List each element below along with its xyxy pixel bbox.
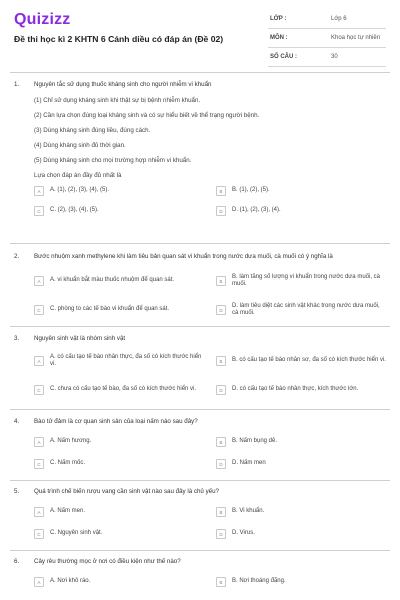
option-d[interactable] (216, 458, 386, 470)
question-text: Nguyên sinh vật là nhóm sinh vật (34, 335, 126, 342)
meta-label: LỚP : (270, 16, 287, 22)
option-text: C. Nguyên sinh vật. (50, 530, 103, 537)
statement: (3) Dùng kháng sinh đúng liều, đúng cách. (34, 127, 151, 134)
worksheet-meta (268, 10, 386, 67)
option-text: B. Nấm bụng dê. (232, 438, 278, 445)
question-number: 2. (14, 253, 20, 260)
option-letter-box: C (34, 385, 44, 395)
statement: (4) Dùng kháng sinh đủ thời gian. (34, 142, 126, 149)
option-d[interactable] (216, 380, 386, 400)
question-text: Bào tử đảm là cơ quan sinh sản của loại nấm nào sau đây? (34, 418, 198, 425)
option-letter-box: A (34, 276, 44, 286)
option-a[interactable] (34, 576, 206, 588)
option-text: C. chưa có cấu tạo tế bào, đa số có kích thước hiển vi. (50, 386, 197, 393)
option-text: A. Nơi khô ráo. (50, 578, 91, 585)
option-c[interactable] (34, 458, 206, 470)
meta-value: Lớp 6 (331, 16, 347, 22)
option-b[interactable] (216, 271, 386, 291)
meta-label: MÔN : (270, 35, 288, 41)
option-letter-box: A (34, 356, 44, 366)
option-d[interactable] (216, 300, 386, 320)
option-text: C. phòng to các tế bào vi khuẩn để quan sát. (50, 306, 170, 313)
meta-value: 30 (331, 54, 338, 60)
question-number: 1. (14, 81, 20, 88)
worksheet-title: Đề thi học kì 2 KHTN 6 Cánh diều có đáp án (Đề 02) (14, 34, 224, 44)
option-text: A. Nấm hương. (50, 438, 92, 445)
option-letter-box: D (216, 305, 226, 315)
statement: (5) Dùng kháng sinh cho mọi trường hợp nhiễm vi khuẩn. (34, 157, 192, 164)
option-text: C. (2), (3), (4), (5). (50, 207, 99, 214)
option-b[interactable] (216, 506, 386, 518)
quizizz-logo: Quizizz (14, 11, 71, 28)
meta-row-class (268, 10, 386, 29)
option-letter-box: D (216, 385, 226, 395)
option-text: B. làm tăng số lượng vi khuẩn trong nước dưa muối, cà muối. (232, 273, 380, 287)
statement: (2) Cần lựa chọn đúng loại kháng sinh và có sự hiểu biết về thể trạng người bệnh. (34, 112, 260, 119)
option-a[interactable] (34, 436, 206, 448)
option-letter-box: A (34, 507, 44, 517)
question-number: 5. (14, 488, 20, 495)
question-text: Bước nhuộm xanh methylene khi làm tiêu bản quan sát vi khuẩn trong nước dưa muối, cà muối có ý nghĩa là (34, 253, 333, 260)
option-a[interactable] (34, 351, 206, 371)
option-text: B. Nơi thoáng đãng. (232, 578, 286, 585)
option-text: D. Nấm men (232, 460, 266, 467)
option-text: D. (1), (2), (3), (4). (232, 207, 281, 214)
question-number: 6. (14, 558, 20, 565)
option-d[interactable] (216, 205, 386, 217)
option-letter-box: A (34, 577, 44, 587)
question-divider (10, 409, 390, 410)
statement: (1) Chỉ sử dụng kháng sinh khi thật sự bị bệnh nhiễm khuẩn. (34, 97, 201, 104)
meta-value: Khoa học tự nhiên (331, 35, 381, 41)
option-a[interactable] (34, 185, 206, 197)
answer-prompt: Lựa chọn đáp án đầy đủ nhất là (34, 172, 122, 179)
option-text: A. (1), (2), (3), (4), (5). (50, 187, 110, 194)
option-text: C. Nấm mốc. (50, 460, 86, 467)
option-text: B. Vi khuẩn. (232, 508, 265, 515)
option-text: A. Nấm men. (50, 508, 86, 515)
option-d[interactable] (216, 528, 386, 540)
option-c[interactable] (34, 300, 206, 320)
option-text: D. làm tiêu diệt các sinh vật khác trong nước dưa muối, cà muối. (232, 302, 380, 316)
meta-row-subject (268, 29, 386, 48)
option-a[interactable] (34, 506, 206, 518)
question-text: Nguyên tắc sử dụng thuốc kháng sinh cho người nhiễm vi khuẩn (34, 81, 212, 88)
option-c[interactable] (34, 205, 206, 217)
meta-label: SỐ CÂU : (270, 54, 297, 60)
option-letter-box: B (216, 437, 226, 447)
option-letter-box: D (216, 459, 226, 469)
question-divider (10, 243, 390, 244)
option-b[interactable] (216, 351, 386, 371)
question-number: 3. (14, 335, 20, 342)
option-text: D. Virus. (232, 530, 255, 537)
option-letter-box: B (216, 356, 226, 366)
option-letter-box: B (216, 507, 226, 517)
option-letter-box: C (34, 459, 44, 469)
option-letter-box: C (34, 305, 44, 315)
header-divider (10, 72, 390, 73)
option-letter-box: B (216, 186, 226, 196)
option-text: D. có cấu tạo tế bào nhân thực, kích thước lớn. (232, 386, 359, 393)
option-letter-box: C (34, 206, 44, 216)
meta-row-count (268, 48, 386, 67)
option-letter-box: B (216, 577, 226, 587)
option-letter-box: A (34, 437, 44, 447)
question-divider (10, 550, 390, 551)
question-text: Cây rêu thường mọc ở nơi có điều kiện như thế nào? (34, 558, 181, 565)
option-letter-box: B (216, 276, 226, 286)
option-letter-box: C (34, 529, 44, 539)
option-b[interactable] (216, 185, 386, 197)
option-text: A. vi khuẩn bắt màu thuốc nhuộm để quan sát. (50, 277, 175, 284)
option-letter-box: A (34, 186, 44, 196)
question-divider (10, 480, 390, 481)
option-c[interactable] (34, 528, 206, 540)
question-number: 4. (14, 418, 20, 425)
option-text: B. có cấu tạo tế bào nhân sơ, đa số có kích thước hiển vi. (232, 357, 386, 364)
option-letter-box: D (216, 529, 226, 539)
worksheet-header (0, 0, 400, 72)
option-a[interactable] (34, 271, 206, 291)
option-b[interactable] (216, 436, 386, 448)
option-text: A. có cấu tạo tế bào nhân thực, đa số có kích thước hiển vi. (50, 353, 202, 367)
option-c[interactable] (34, 380, 206, 400)
option-b[interactable] (216, 576, 386, 588)
option-letter-box: D (216, 206, 226, 216)
question-divider (10, 326, 390, 327)
option-text: B. (1), (2), (5). (232, 187, 270, 194)
question-text: Quá trình chế biến rượu vang cần sinh vật nào sau đây là chủ yếu? (34, 488, 220, 495)
